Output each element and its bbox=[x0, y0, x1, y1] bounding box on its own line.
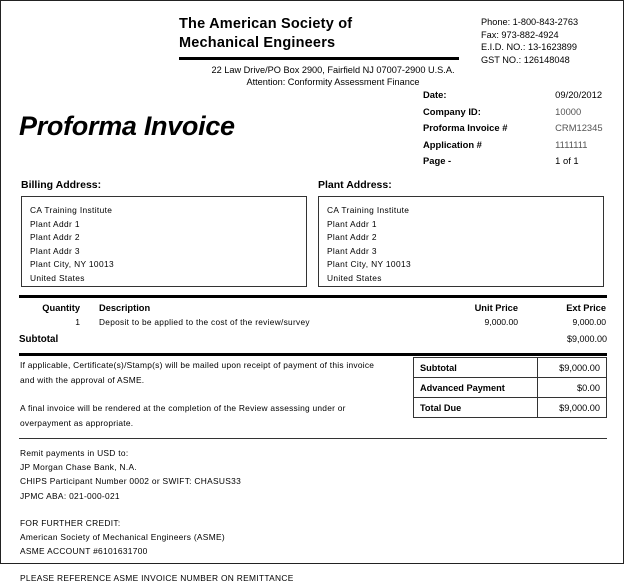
header-divider bbox=[179, 57, 459, 60]
items-subtotal-label: Subtotal bbox=[19, 334, 59, 345]
further-credit-account: ASME ACCOUNT #6101631700 bbox=[20, 546, 148, 557]
items-subtotal-row bbox=[19, 334, 607, 345]
meta-value-invoice-number: CRM12345 bbox=[555, 122, 603, 133]
plant-address-box bbox=[318, 196, 604, 287]
billing-address-line-3: Plant Addr 2 bbox=[30, 232, 80, 242]
plant-address-line-6: United States bbox=[327, 272, 382, 283]
table-row bbox=[19, 316, 607, 328]
subtotal-bottom-rule bbox=[19, 353, 607, 356]
further-credit-block bbox=[20, 516, 450, 559]
totals-row-advanced-payment bbox=[414, 378, 607, 398]
billing-address-box bbox=[21, 196, 307, 287]
organization-address bbox=[183, 64, 483, 88]
cell-ext-price: 9,000.00 bbox=[572, 317, 606, 327]
invoice-meta-table bbox=[423, 89, 623, 172]
column-header-ext-price: Ext Price bbox=[566, 303, 606, 313]
terms-text bbox=[20, 358, 390, 444]
gst-number: GST NO.: 126148048 bbox=[481, 54, 570, 65]
meta-row-company-id bbox=[423, 106, 623, 123]
meta-label-company-id: Company ID: bbox=[423, 105, 481, 117]
meta-label-date: Date: bbox=[423, 89, 447, 100]
remittance-aba: JPMC ABA: 021-000-021 bbox=[20, 490, 120, 501]
cell-description: Deposit to be applied to the cost of the review/survey bbox=[99, 317, 310, 327]
terms-paragraph-1: If applicable, Certificate(s)/Stamp(s) will be mailed upon receipt of payment of this invoice and with the approval of ASME. bbox=[20, 360, 375, 385]
further-credit-heading: FOR FURTHER CREDIT: bbox=[20, 517, 121, 528]
remittance-bank-name: JP Morgan Chase Bank, N.A. bbox=[20, 462, 138, 473]
organization-address-line1: 22 Law Drive/PO Box 2900, Fairfield NJ 07007-2900 U.S.A. bbox=[211, 65, 455, 75]
billing-address-label: Billing Address: bbox=[21, 179, 102, 191]
totals-label-advanced-payment: Advanced Payment bbox=[414, 378, 538, 398]
phone-number: Phone: 1-800-843-2763 bbox=[481, 17, 579, 27]
line-items-header-row bbox=[19, 302, 607, 316]
totals-value-advanced-payment: $0.00 bbox=[538, 378, 607, 398]
cell-quantity: 1 bbox=[75, 317, 80, 327]
billing-address-line-5: Plant City, NY 10013 bbox=[30, 259, 114, 269]
column-header-quantity: Quantity bbox=[42, 303, 80, 313]
plant-address-label: Plant Address: bbox=[318, 179, 392, 191]
organization-name bbox=[179, 15, 479, 53]
plant-address-line-1: CA Training Institute bbox=[327, 205, 410, 215]
remittance-footer-note: PLEASE REFERENCE ASME INVOICE NUMBER ON REMITTANCE bbox=[20, 573, 294, 584]
organization-name-line1: The American Society of bbox=[179, 16, 353, 32]
column-header-description: Description bbox=[99, 303, 151, 313]
remittance-details bbox=[20, 446, 450, 586]
billing-address-line-1: CA Training Institute bbox=[30, 205, 113, 215]
meta-value-date: 09/20/2012 bbox=[555, 89, 603, 100]
billing-address-line-2: Plant Addr 1 bbox=[30, 218, 80, 229]
meta-row-invoice-number bbox=[423, 122, 623, 139]
totals-value-subtotal: $9,000.00 bbox=[538, 358, 607, 378]
totals-label-total-due: Total Due bbox=[414, 398, 538, 418]
meta-label-invoice-number: Proforma Invoice # bbox=[423, 122, 508, 133]
column-header-unit-price: Unit Price bbox=[474, 303, 518, 313]
remittance-instruction: Remit payments in USD to: bbox=[20, 448, 129, 458]
line-items-table bbox=[19, 302, 607, 328]
meta-row-application-number bbox=[423, 139, 623, 156]
meta-value-page: 1 of 1 bbox=[555, 155, 579, 166]
remittance-chips-swift: CHIPS Participant Number 0002 or SWIFT: CHASUS33 bbox=[20, 476, 242, 487]
billing-address-line-6: United States bbox=[30, 272, 85, 283]
totals-row-subtotal bbox=[414, 358, 607, 378]
plant-address-line-2: Plant Addr 1 bbox=[327, 218, 377, 229]
billing-address-line-4: Plant Addr 3 bbox=[30, 245, 80, 256]
further-credit-org: American Society of Mechanical Engineers (ASME) bbox=[20, 532, 225, 543]
eid-number: E.I.D. NO.: 13-1623899 bbox=[481, 42, 578, 53]
meta-label-page: Page - bbox=[423, 155, 452, 166]
totals-table bbox=[413, 357, 607, 418]
totals-label-subtotal: Subtotal bbox=[414, 358, 538, 378]
items-subtotal-amount: $9,000.00 bbox=[566, 334, 607, 344]
fax-number: Fax: 973-882-4924 bbox=[481, 29, 559, 40]
remittance-top-rule bbox=[19, 438, 607, 439]
meta-label-application-number: Application # bbox=[423, 138, 482, 150]
cell-unit-price: 9,000.00 bbox=[484, 317, 518, 327]
meta-value-company-id: 10000 bbox=[555, 105, 582, 117]
items-table-top-rule bbox=[19, 295, 607, 298]
meta-value-application-number: 1111111 bbox=[555, 138, 588, 150]
remittance-bank-block bbox=[20, 446, 450, 503]
organization-name-line2: Mechanical Engineers bbox=[179, 35, 336, 51]
contact-details bbox=[481, 16, 621, 66]
meta-row-page bbox=[423, 155, 623, 172]
plant-address-line-4: Plant Addr 3 bbox=[327, 245, 377, 256]
totals-row-total-due bbox=[414, 398, 607, 418]
totals-value-total-due: $9,000.00 bbox=[538, 398, 607, 418]
organization-address-line2: Attention: Conformity Assessment Finance bbox=[246, 77, 420, 87]
terms-paragraph-2: A final invoice will be rendered at the completion of the Review assessing under or overpayment as appropriate. bbox=[20, 403, 346, 428]
meta-row-date bbox=[423, 89, 623, 106]
page-title: Proforma Invoice bbox=[19, 111, 235, 141]
plant-address-line-3: Plant Addr 2 bbox=[327, 232, 377, 242]
plant-address-line-5: Plant City, NY 10013 bbox=[327, 259, 411, 269]
